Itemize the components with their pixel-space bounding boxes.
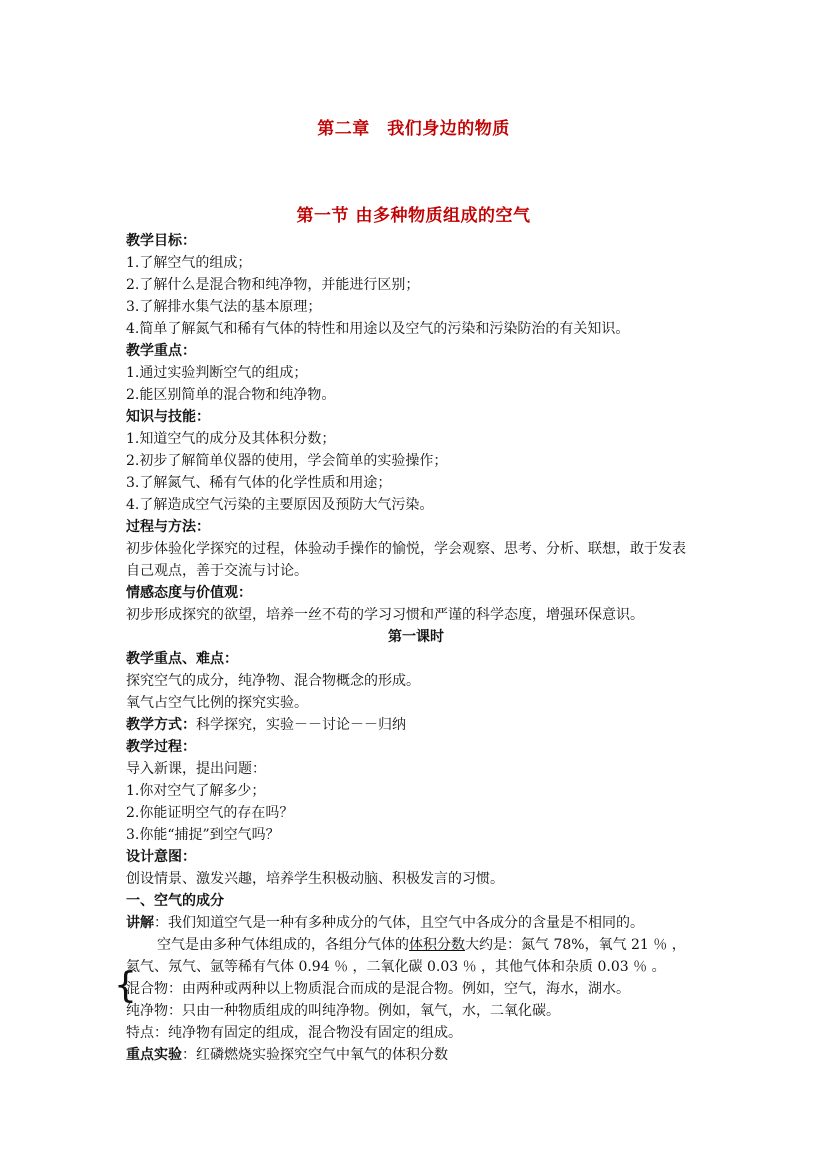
teaching-process-heading: 教学过程：: [126, 739, 196, 755]
key-experiment-line: [126, 1044, 706, 1066]
lesson-key-heading: 教学重点、难点：: [126, 651, 238, 667]
knowledge-item: 4.了解造成空气污染的主要原因及预防大气污染。: [126, 497, 434, 513]
goal-item: 3.了解排水集气法的基本原理；: [126, 299, 322, 315]
question-item: 2.你能证明空气的存在吗？: [126, 805, 294, 821]
method-label: 教学方式：: [126, 717, 196, 733]
chapter-title: 第二章 我们身边的物质: [317, 119, 510, 139]
explain-label: 讲解: [126, 915, 154, 931]
attitude-heading: 情感态度与价值观：: [126, 585, 252, 601]
key-point-item: 2.能区别简单的混合物和纯净物。: [126, 387, 336, 403]
teaching-process-text: 导入新课，提出问题：: [126, 761, 266, 777]
experiment-text: ：红磷燃烧实验探究空气中氧气的体积分数: [182, 1047, 448, 1063]
process-text: 自己观点，善于交流与讨论。: [126, 563, 308, 579]
method-line: [126, 714, 706, 736]
question-item: 1.你对空气了解多少；: [126, 783, 266, 799]
knowledge-heading: 知识与技能：: [126, 409, 210, 425]
lesson-title: 第一课时: [388, 629, 444, 645]
design-text: 创设情景、激发兴趣，培养学生积极动脑、积极发言的习惯。: [126, 871, 504, 887]
design-heading: 设计意图：: [126, 849, 196, 865]
mixture-definition: 混合物：由两种或两种以上物质混合而成的是混合物。例如，空气，海水，湖水。: [126, 981, 630, 997]
lesson-key-text: 氧气占空气比例的探究实验。: [126, 695, 308, 711]
method-text: 科学探究，实验－－讨论－－归纳: [196, 717, 406, 733]
explain-line: [126, 912, 706, 934]
brace-icon: {: [114, 965, 137, 1006]
composition-line: [157, 934, 717, 956]
composition-underlined: 体积分数: [409, 937, 465, 953]
feature-line: 特点：纯净物有固定的组成，混合物没有固定的组成。: [126, 1025, 462, 1041]
key-points-heading: 教学重点：: [126, 343, 196, 359]
goals-heading: 教学目标：: [126, 233, 196, 249]
process-text: 初步体验化学探究的过程，体验动手操作的愉悦，学会观察、思考、分析、联想，敢于发表: [126, 541, 686, 557]
explain-text: ：我们知道空气是一种有多种成分的气体，且空气中各成分的含量是不相同的。: [154, 915, 644, 931]
composition-text: 空气是由多种气体组成的，各组分气体的: [157, 937, 409, 953]
goal-item: 2.了解什么是混合物和纯净物，并能进行区别；: [126, 277, 420, 293]
knowledge-item: 1.知道空气的成分及其体积分数；: [126, 431, 336, 447]
key-point-item: 1.通过实验判断空气的组成；: [126, 365, 308, 381]
pure-definition: 纯净物：只由一种物质组成的叫纯净物。例如，氧气，水，二氧化碳。: [126, 1003, 560, 1019]
goal-item: 4.简单了解氮气和稀有气体的特性和用途以及空气的污染和污染防治的有关知识。: [126, 321, 630, 337]
question-item: 3.你能“捕捉”到空气吗？: [126, 827, 280, 843]
composition-line: 氦气、氖气、氩等稀有气体 0.94 ％ ，二氧化碳 0.03 ％ ，其他气体和杂质 0.03 ％ 。: [126, 959, 666, 975]
section-title: 第一节 由多种物质组成的空气: [296, 206, 531, 226]
goal-item: 1.了解空气的组成；: [126, 255, 252, 271]
knowledge-item: 2.初步了解简单仪器的使用，学会简单的实验操作；: [126, 453, 448, 469]
knowledge-item: 3.了解氮气、稀有气体的化学性质和用途；: [126, 475, 392, 491]
lesson-key-text: 探究空气的成分，纯净物、混合物概念的形成。: [126, 673, 420, 689]
attitude-text: 初步形成探究的欲望，培养一丝不苟的学习习惯和严谨的科学态度，增强环保意识。: [126, 607, 644, 623]
part1-heading: 一、空气的成分: [126, 893, 224, 909]
experiment-label: 重点实验: [126, 1047, 182, 1063]
composition-text: 大约是：氮气 78%，氧气 21 ％ ，: [465, 937, 686, 953]
process-heading: 过程与方法：: [126, 519, 210, 535]
